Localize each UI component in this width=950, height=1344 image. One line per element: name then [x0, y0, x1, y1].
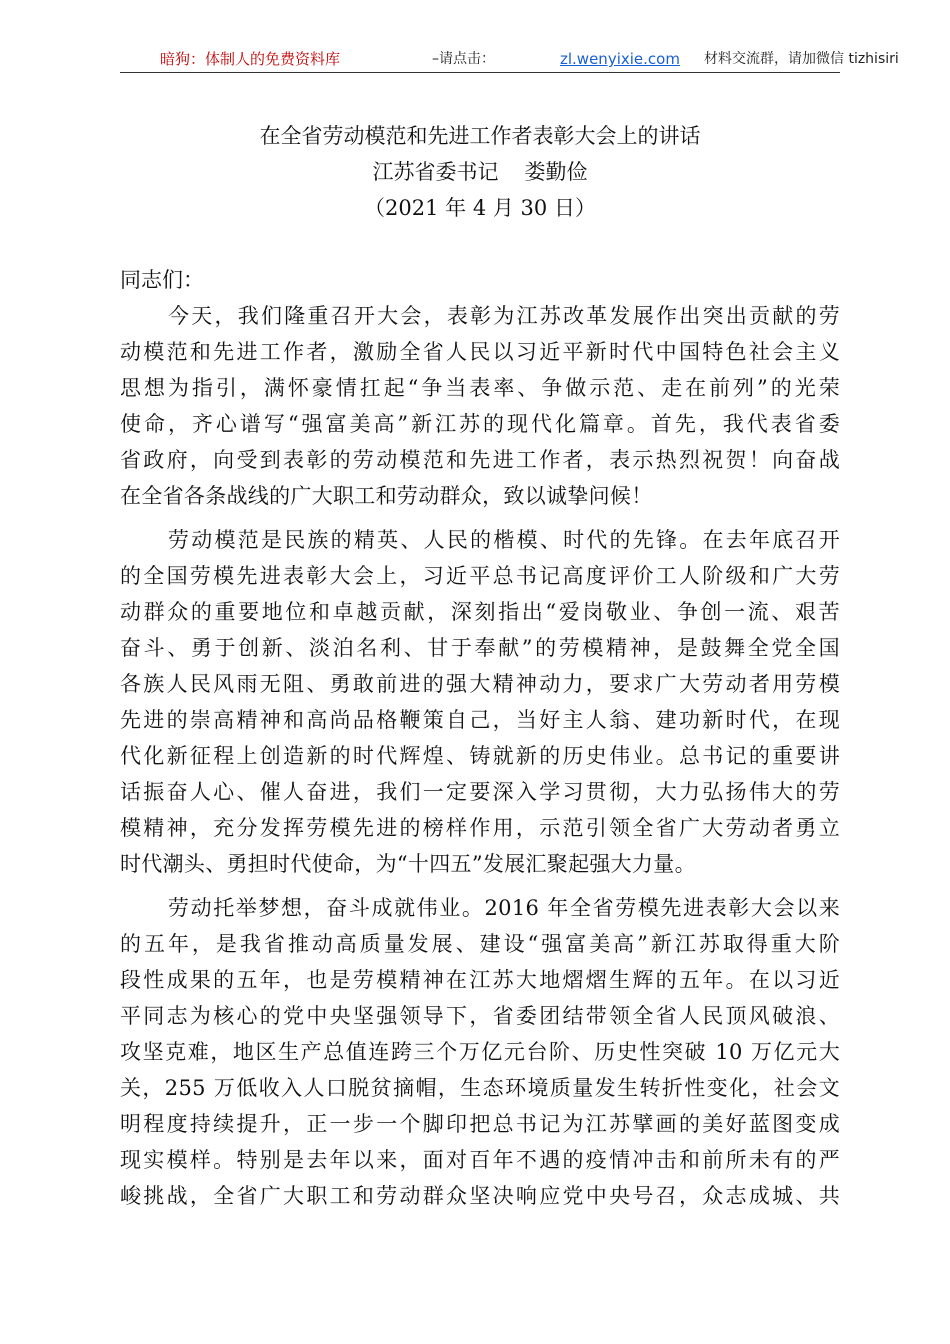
paragraph-3 — [120, 890, 840, 1214]
text-line: 话振奋人心、催人奋进，我们一定要深入学习贯彻，大力弘扬伟大的劳 — [120, 780, 840, 804]
header-brand: 暗狗：体制人的免费资料库 — [160, 50, 341, 68]
text-line: 思想为指引，满怀豪情扛起“争当表率、争做示范、走在前列”的光荣 — [120, 376, 840, 400]
text-line: 先进的崇高精神和高尚品格鞭策自己，当好主人翁、建功新时代，在现 — [120, 708, 840, 732]
text-line: 攻坚克难，地区生产总值连跨三个万亿元台阶、历史性突破 10 万亿元大 — [120, 1040, 840, 1064]
header-prompt: –请点击： — [432, 51, 495, 67]
speaker-name: 娄勤俭 — [524, 160, 588, 184]
text-line: 在全省各条战线的广大职工和劳动群众，致以诚挚问候！ — [120, 484, 653, 508]
text-line: 时代潮头、勇担时代使命，为“十四五”发展汇聚起强大力量。 — [120, 852, 696, 876]
text-line: 段性成果的五年，也是劳模精神在江苏大地熠熠生辉的五年。在以习近 — [120, 968, 840, 992]
page-header — [120, 46, 899, 73]
text-line: 动模范和先进工作者，激励全省人民以习近平新时代中国特色社会主义 — [120, 340, 840, 364]
salutation: 同志们： — [120, 268, 204, 292]
text-line: 使命，齐心谱写“强富美高”新江苏的现代化篇章。首先，我代表省委 — [120, 412, 840, 436]
text-line: 模精神，充分发挥劳模先进的榜样作用，示范引领全省广大劳动者勇立 — [120, 816, 840, 840]
header-group-info: 材料交流群，请加微信 tizhisiri — [704, 51, 899, 67]
text-line: 动群众的重要地位和卓越贡献，深刻指出“爱岗敬业、争创一流、艰苦 — [120, 600, 840, 624]
text-line: 代化新征程上创造新的时代辉煌、铸就新的历史伟业。总书记的重要讲 — [120, 744, 840, 768]
text-line: 峻挑战，全省广大职工和劳动群众坚决响应党中央号召，众志成城、共 — [120, 1184, 840, 1208]
text-line: 的五年，是我省推动高质量发展、建设“强富美高”新江苏取得重大阶 — [120, 932, 840, 956]
paragraph-1 — [120, 298, 840, 514]
title-block — [120, 118, 840, 226]
speech-date: （2021 年 4 月 30 日） — [364, 196, 596, 220]
text-line: 的全国劳模先进表彰大会上，习近平总书记高度评价工人阶级和广大劳 — [120, 564, 840, 588]
text-line: 劳动模范是民族的精英、人民的楷模、时代的先锋。在去年底召开 — [168, 528, 840, 552]
text-line: 省政府，向受到表彰的劳动模范和先进工作者，表示热烈祝贺！向奋战 — [120, 448, 840, 472]
speech-title: 在全省劳动模范和先进工作者表彰大会上的讲话 — [259, 124, 701, 148]
text-line: 关，255 万低收入人口脱贫摘帽，生态环境质量发生转折性变化，社会文 — [120, 1076, 840, 1100]
text-line: 各族人民风雨无阻、勇敢前进的强大精神动力，要求广大劳动者用劳模 — [120, 672, 840, 696]
text-line: 现实模样。特别是去年以来，面对百年不遇的疫情冲击和前所未有的严 — [120, 1148, 840, 1172]
text-line: 劳动托举梦想，奋斗成就伟业。2016 年全省劳模先进表彰大会以来 — [168, 896, 840, 920]
paragraph-2 — [120, 522, 840, 882]
text-line: 奋斗、勇于创新、淡泊名利、甘于奉献”的劳模精神，是鼓舞全党全国 — [120, 636, 840, 660]
text-line: 平同志为核心的党中央坚强领导下，省委团结带领全省人民顶风破浪、 — [120, 1004, 840, 1028]
text-line: 明程度持续提升，正一步一个脚印把总书记为江苏擘画的美好蓝图变成 — [120, 1112, 840, 1136]
header-link[interactable]: zl.wenyixie.com — [560, 50, 680, 68]
speaker-line — [120, 154, 840, 190]
text-line: 今天，我们隆重召开大会，表彰为江苏改革发展作出突出贡献的劳 — [168, 304, 840, 328]
speaker-org: 江苏省委书记 — [372, 160, 499, 184]
